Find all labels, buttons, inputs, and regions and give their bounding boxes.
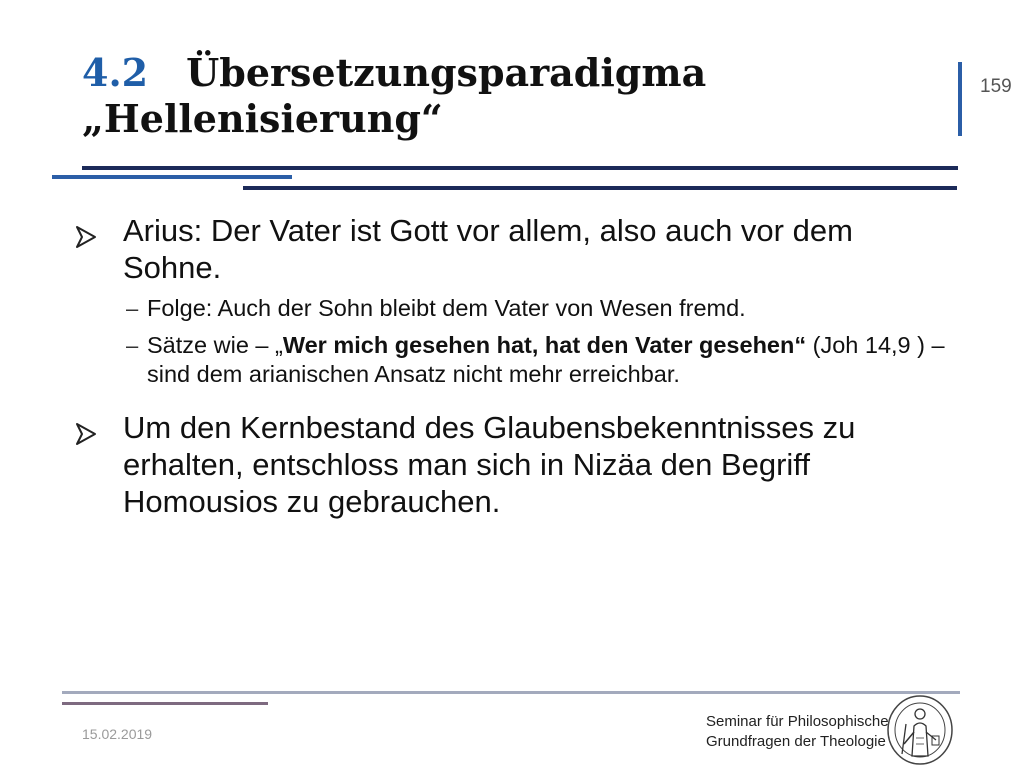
bullet-text: Arius: Der Vater ist Gott vor allem, also auch vor dem Sohne. [123,213,853,285]
seminar-line-1: Seminar für Philosophische [706,713,889,730]
dash-icon: – [126,333,139,358]
arrow-bullet-icon [74,417,98,454]
sub-bullet-text-post: (Joh 14,9 ) – sind dem arianischen Ansatz nicht mehr erreichbar. [147,332,945,387]
footer-date: 15.02.2019 [82,726,153,742]
footer-rule [62,691,960,694]
arrow-bullet-icon [74,220,98,257]
page-number: 159 [980,76,1012,97]
page-number-divider [958,62,962,136]
slide-content [70,212,950,520]
bullet-nizaea [70,409,950,520]
bible-quote: Wer mich gesehen hat, hat den Vater gesehen“ [282,332,807,358]
sub-bullet-text-pre: Sätze wie – „ [147,332,283,358]
sub-bullet-saetze [70,331,950,389]
title-line-2: „Hellenisierung“ [82,96,443,141]
university-seal-icon [886,694,954,766]
header-rule-navy-bottom [243,186,957,190]
header-rule-navy-top [82,166,958,170]
sub-bullet-text: Folge: Auch der Sohn bleibt dem Vater von Wesen fremd. [147,295,746,321]
slide-title [82,50,706,142]
dash-icon: – [126,296,139,321]
footer-rule-accent [62,702,268,705]
bullet-text: Um den Kernbestand des Glaubensbekenntnisses zu erhalten, entschloss man sich in Nizäa den Begriff Homousios zu gebrauchen. [123,410,856,519]
header-rule-blue-left [52,175,292,179]
bullet-arius [70,212,950,286]
title-number: 4.2 [82,50,149,95]
seminar-line-2: Grundfragen der Theologie [706,733,886,750]
title-line-1: Übersetzungsparadigma [186,50,707,95]
seminar-name [706,712,889,752]
sub-bullet-folge [70,294,950,323]
